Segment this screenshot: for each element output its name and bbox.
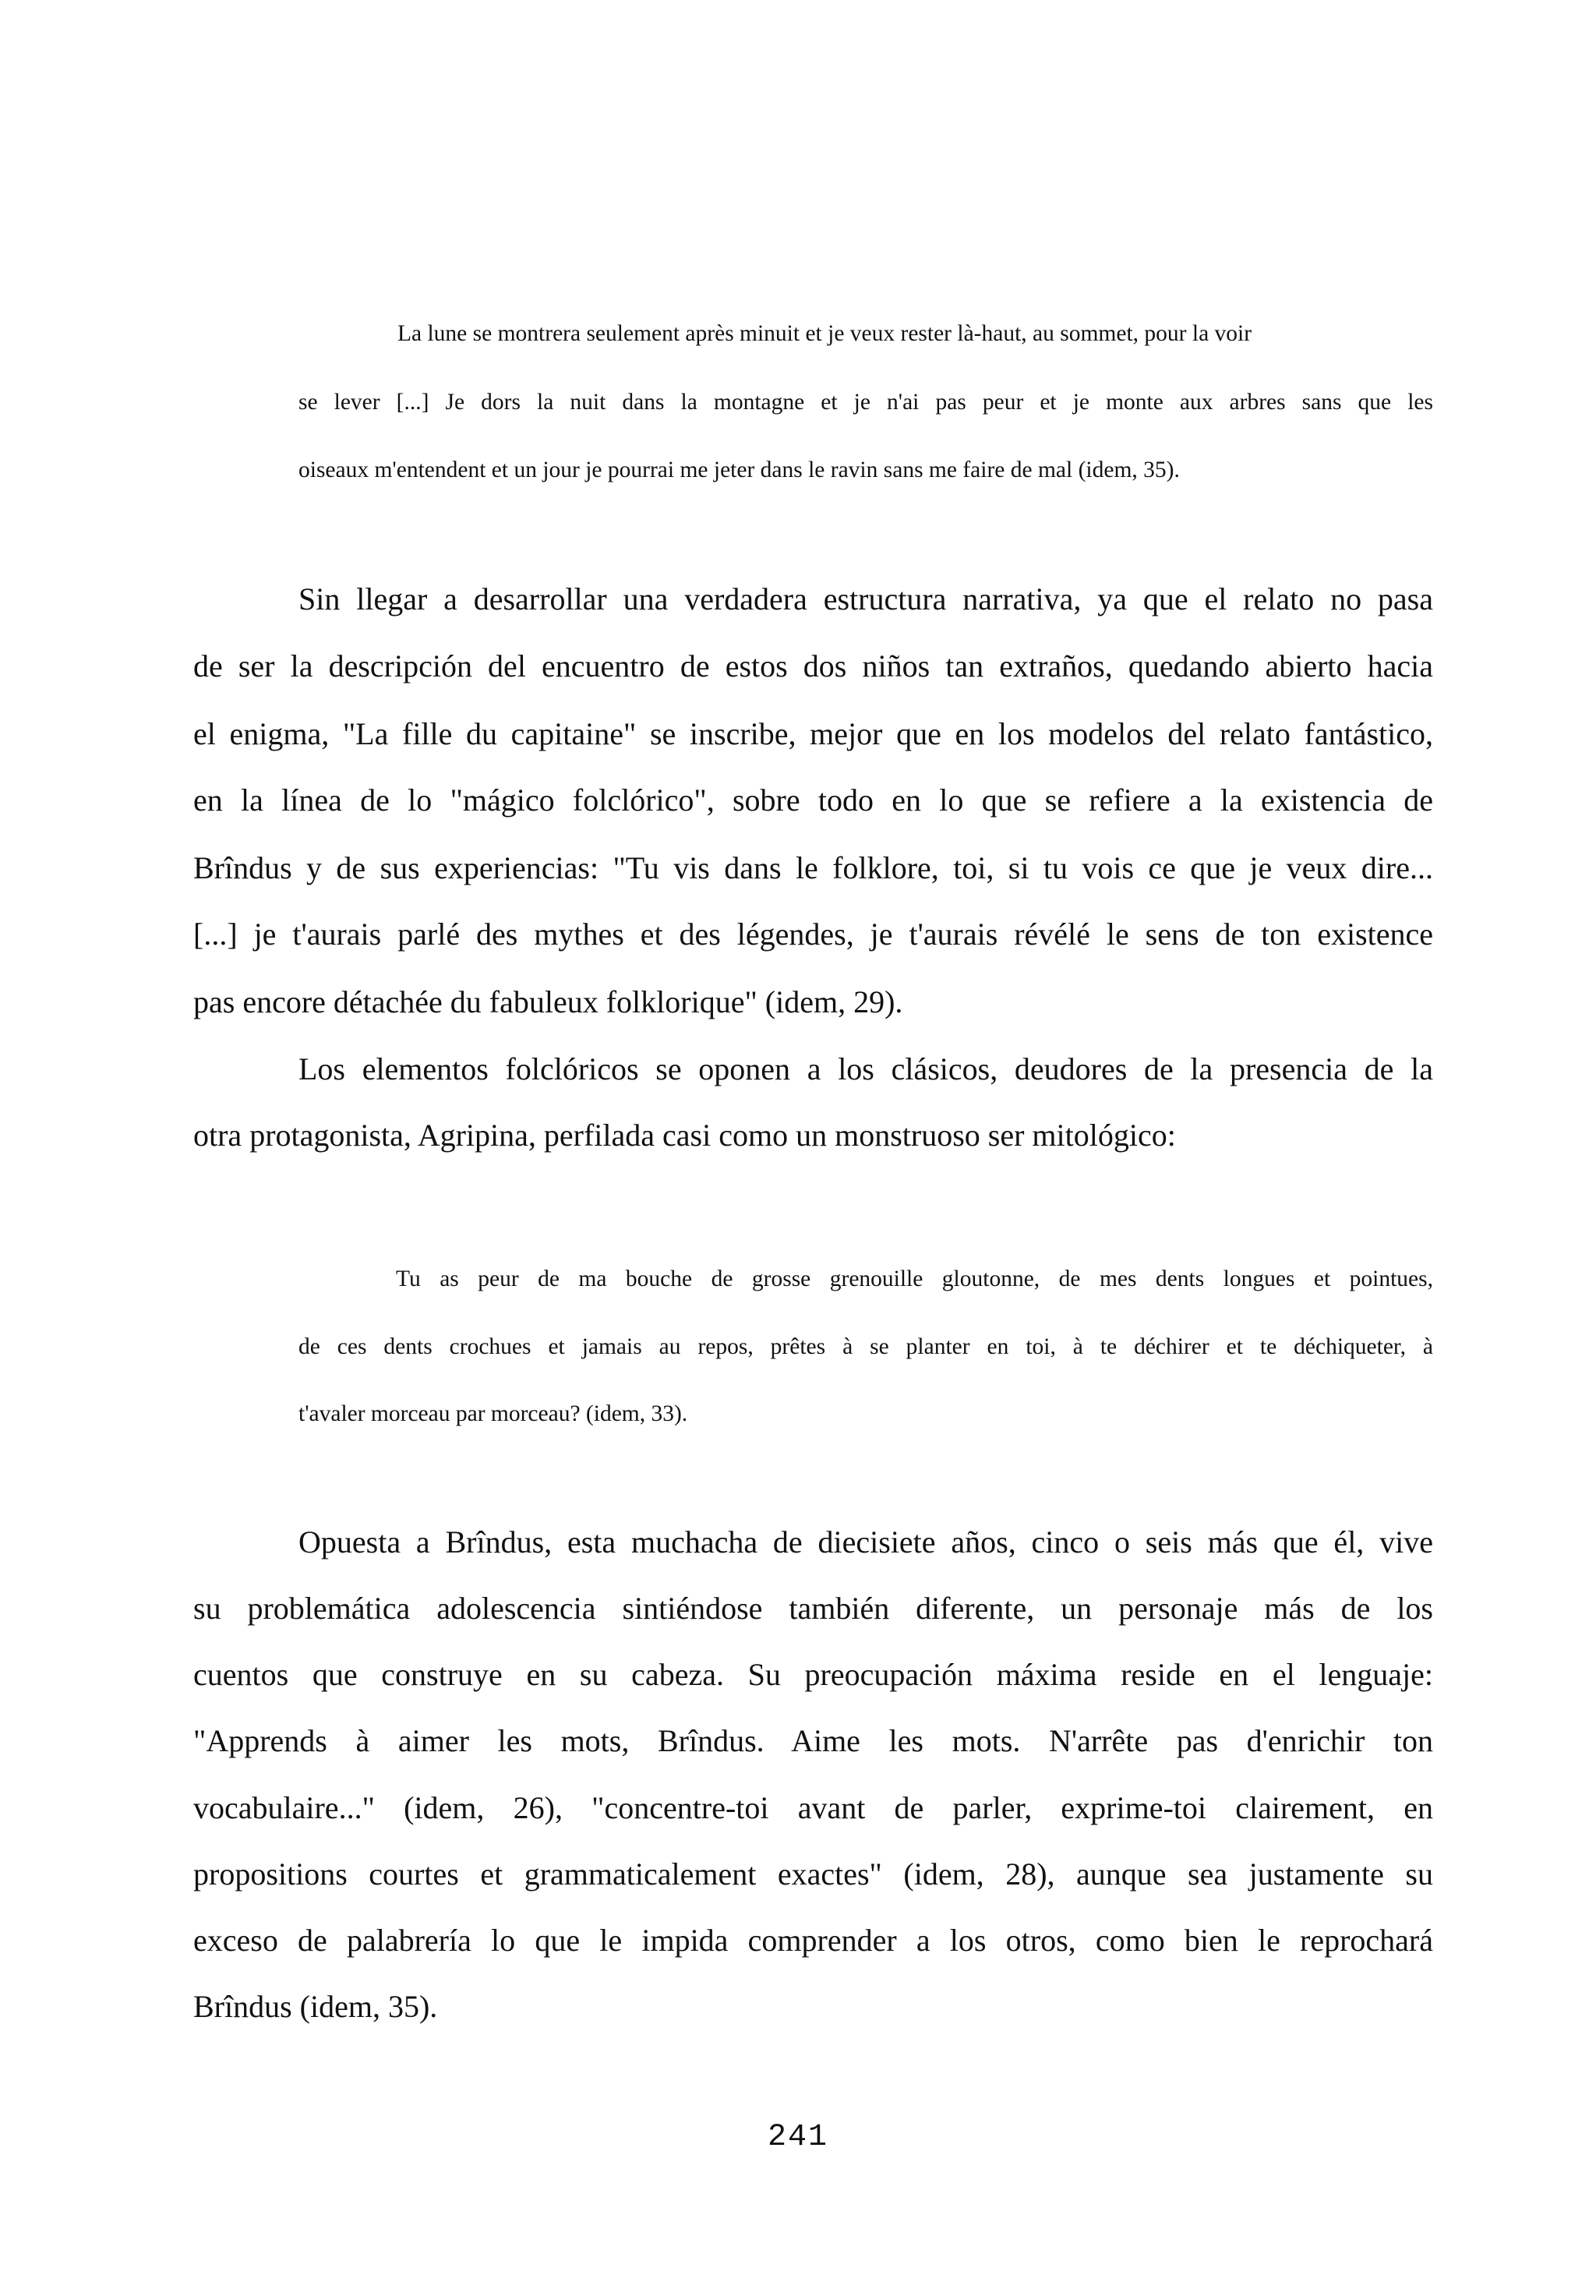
paragraph1-line-7: pas encore détachée du fabuleux folklorique" (idem, 29). xyxy=(193,984,903,1019)
paragraph1-line-3: el enigma, "La fille du capitaine" se inscribe, mejor que en los modelos del relato fantástico, xyxy=(193,716,1433,751)
quote1-line-1: La lune se montrera seulement après minuit et je veux rester là-haut, au sommet, pour la voir xyxy=(397,321,1252,346)
paragraph1-line-5: Brîndus y de sus experiencias: "Tu vis dans le folklore, toi, si tu vois ce que je veux dire... xyxy=(193,850,1433,885)
paragraph3-line-4: "Apprends à aimer les mots, Brîndus. Aime les mots. N'arrête pas d'enrichir ton xyxy=(193,1723,1433,1758)
paragraph3-line-6: propositions courtes et grammaticalement exactes" (idem, 28), aunque sea justamente su xyxy=(193,1856,1433,1892)
paragraph1-line-1: Sin llegar a desarrollar una verdadera estructura narrativa, ya que el relato no pasa xyxy=(298,581,1433,616)
paragraph1-line-2: de ser la descripción del encuentro de estos dos niños tan extraños, quedando abierto hacia xyxy=(193,648,1433,684)
quote2-line-3: t'avaler morceau par morceau? (idem, 33). xyxy=(298,1401,688,1426)
paragraph2-line-2: otra protagonista, Agripina, perfilada casi como un monstruoso ser mitológico: xyxy=(193,1118,1176,1153)
paragraph2-line-1: Los elementos folclóricos se oponen a los clásicos, deudores de la presencia de la xyxy=(298,1051,1433,1086)
quote2-line-2: de ces dents crochues et jamais au repos, prêtes à se planter en toi, à te déchirer et te déchiqueter, à xyxy=(298,1334,1433,1359)
paragraph3-line-2: su problemática adolescencia sintiéndose también diferente, un personaje más de los xyxy=(193,1591,1433,1626)
paragraph3-line-3: cuentos que construye en su cabeza. Su preocupación máxima reside en el lenguaje: xyxy=(193,1657,1433,1692)
paragraph3-line-7: exceso de palabrería lo que le impida comprender a los otros, como bien le reprochará xyxy=(193,1923,1433,1958)
page-number: 241 xyxy=(767,2120,828,2155)
paragraph1-line-4: en la línea de lo "mágico folclórico", sobre todo en lo que se refiere a la existencia de xyxy=(193,782,1433,818)
quote1-line-2: se lever [...] Je dors la nuit dans la montagne et je n'ai pas peur et je monte aux arbres sans que les xyxy=(298,390,1433,415)
quote2-line-1: Tu as peur de ma bouche de grosse grenouille gloutonne, de mes dents longues et pointues, xyxy=(396,1266,1433,1291)
paragraph3-line-5: vocabulaire..." (idem, 26), "concentre-toi avant de parler, exprime-toi clairement, en xyxy=(193,1790,1433,1825)
quote1-line-3: oiseaux m'entendent et un jour je pourrai me jeter dans le ravin sans me faire de mal (idem, 35). xyxy=(298,457,1180,482)
paragraph3-line-1: Opuesta a Brîndus, esta muchacha de diecisiete años, cinco o seis más que él, vive xyxy=(298,1524,1433,1560)
paragraph1-line-6: [...] je t'aurais parlé des mythes et des légendes, je t'aurais révélé le sens de ton existence xyxy=(193,917,1433,952)
paragraph3-line-8: Brîndus (idem, 35). xyxy=(193,1989,438,2024)
